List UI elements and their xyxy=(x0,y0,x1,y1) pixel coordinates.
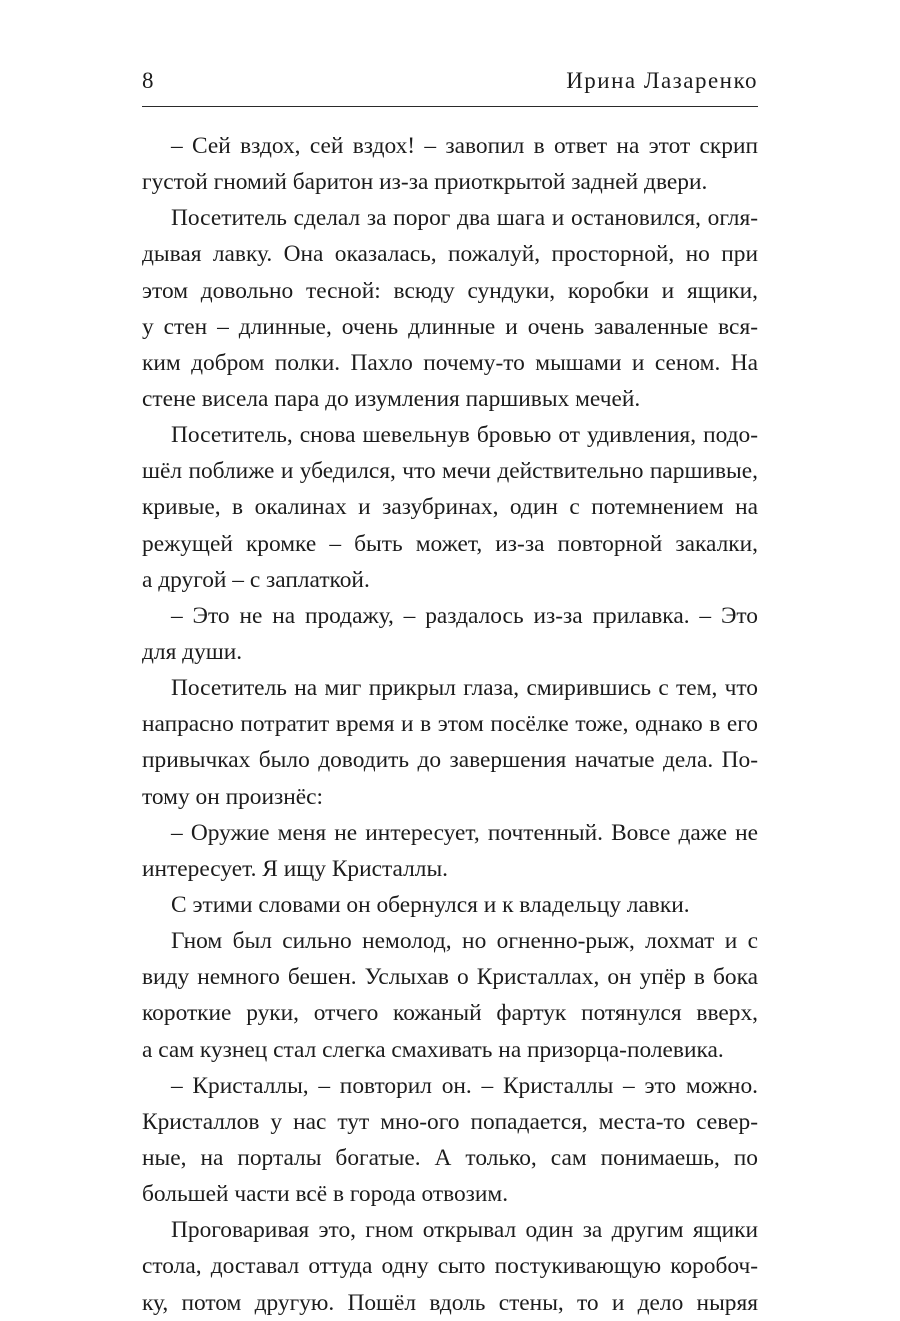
text-line: – Это не на продажу, – раздалось из-за прилавка. – Это xyxy=(171,602,758,629)
text-line: Кристаллов у нас тут мно-ого попадается, места-то север- xyxy=(142,1108,758,1135)
text-line: тому он произнёс: xyxy=(142,783,324,810)
text-line: режущей кромке – быть может, из-за повторной закалки, xyxy=(142,530,758,557)
text-line: этом довольно тесной: всюду сундуки, коробки и ящики, xyxy=(142,277,758,304)
text-line: напрасно потратит время и в этом посёлке тоже, однако в его xyxy=(142,711,758,738)
text-line: – Оружие меня не интересует, почтенный. Вовсе даже не xyxy=(171,819,758,846)
text-line: С этими словами он обернулся и к владельцу лавки. xyxy=(171,891,690,918)
text-line: а другой – с заплаткой. xyxy=(142,566,370,593)
text-line: стола, доставал оттуда одну сыто постукивающую коробоч- xyxy=(142,1253,758,1280)
text-line: у стен – длинные, очень длинные и очень заваленные вся- xyxy=(142,313,758,340)
text-line: Посетитель, снова шевельнув бровью от удивления, подо- xyxy=(171,422,758,449)
text-line: ные, на порталы богатые. А только, сам понимаешь, по xyxy=(142,1144,758,1171)
text-line: Посетитель сделал за порог два шага и остановился, огля- xyxy=(171,205,758,232)
text-line: кривые, в окалинах и зазубринах, один с потемнением на xyxy=(142,494,758,521)
text-line: стене висела пара до изумления паршивых мечей. xyxy=(142,385,641,412)
text-line: интересует. Я ищу Кристаллы. xyxy=(142,855,449,882)
page-number: 8 xyxy=(142,68,154,93)
text-line: для души. xyxy=(142,638,243,665)
text-line: привычках было доводить до завершения начатые дела. По- xyxy=(142,747,758,774)
text-line: виду немного бешен. Услыхав о Кристаллах, он упёр в бока xyxy=(142,964,758,991)
text-line: дывая лавку. Она оказалась, пожалуй, просторной, но при xyxy=(142,241,758,268)
text-line: а сам кузнец стал слегка смахивать на призорца-полевика. xyxy=(142,1036,724,1063)
text-line: ким добром полки. Пахло почему-то мышами и сеном. На xyxy=(142,349,758,376)
text-line: – Сей вздох, сей вздох! – завопил в ответ на этот скрип xyxy=(171,133,758,159)
text-line: Гном был сильно немолод, но огненно-рыж, лохмат и с xyxy=(171,928,758,955)
body-text xyxy=(142,128,758,1321)
running-header xyxy=(142,64,758,107)
text-line: густой гномий баритон из-за приоткрытой задней двери. xyxy=(142,169,708,196)
text-line: шёл поближе и убедился, что мечи действительно паршивые, xyxy=(142,458,758,485)
text-line: Посетитель на миг прикрыл глаза, смирившись с тем, что xyxy=(171,675,758,702)
text-line: ку, потом другую. Пошёл вдоль стены, то и дело ныряя xyxy=(142,1289,758,1316)
text-line: – Кристаллы, – повторил он. – Кристаллы – это можно. xyxy=(171,1072,758,1099)
text-line: большей части всё в города отвозим. xyxy=(142,1181,509,1208)
text-line: короткие руки, отчего кожаный фартук потянулся вверх, xyxy=(142,1000,758,1027)
text-line: Проговаривая это, гном открывал один за другим ящики xyxy=(171,1217,758,1244)
author-name: Ирина Лазаренко xyxy=(566,68,758,93)
